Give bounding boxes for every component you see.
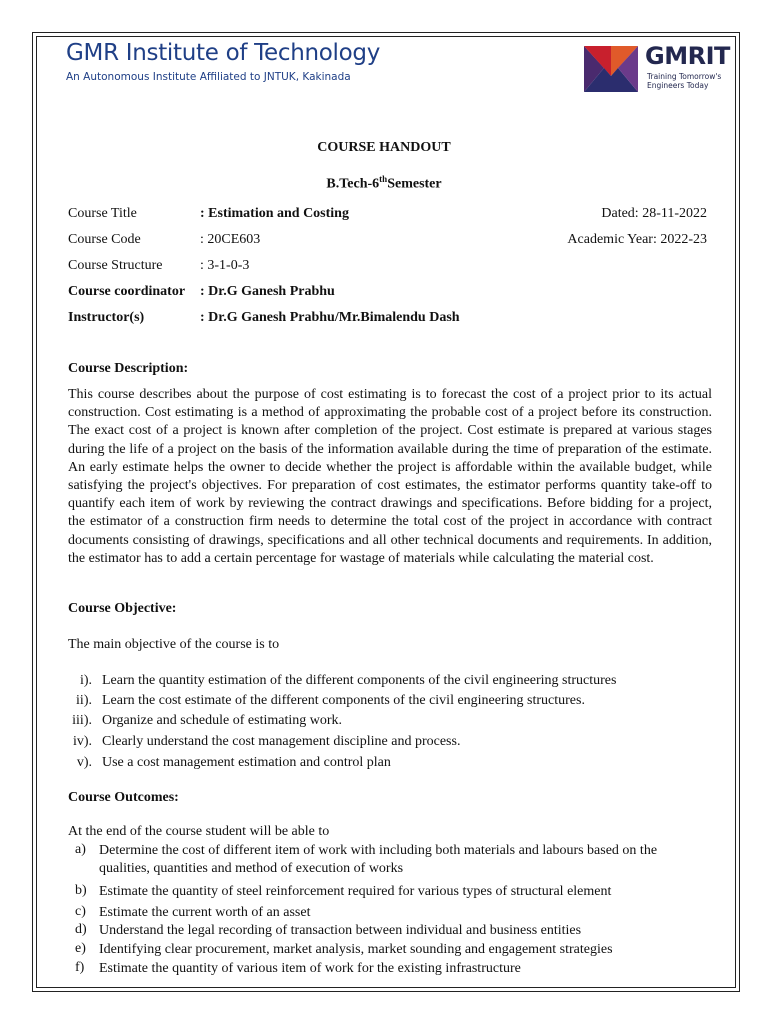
outcome-item-number: f) xyxy=(75,960,85,975)
objective-item-number: ii). xyxy=(76,693,92,708)
institute-name: GMR Institute of Technology xyxy=(66,40,381,66)
logo-tagline-line-2: Engineers Today xyxy=(647,81,709,90)
outcome-item-number: a) xyxy=(75,842,86,857)
objective-item-text: Clearly understand the cost management discipline and process. xyxy=(102,734,461,749)
objective-item-text: Use a cost management estimation and control plan xyxy=(102,755,391,770)
outcome-item-text: Estimate the current worth of an asset xyxy=(99,905,311,920)
instructor-value: : Dr.G Ganesh Prabhu/Mr.Bimalendu Dash xyxy=(200,310,460,325)
semester-prefix: B.Tech-6 xyxy=(326,176,380,192)
institute-subtitle: An Autonomous Institute Affiliated to JNTUK, Kakinada xyxy=(66,71,351,83)
objective-item-text: Learn the quantity estimation of the different components of the civil engineering structures xyxy=(102,673,617,688)
outcomes-intro: At the end of the course student will be able to xyxy=(68,824,330,839)
document-title: COURSE HANDOUT xyxy=(317,140,451,155)
outcome-item-text: Identifying clear procurement, market analysis, market sounding and engagement strategies xyxy=(99,942,613,957)
semester-suffix: Semester xyxy=(387,176,442,192)
course-structure-label: Course Structure xyxy=(68,258,163,273)
semester-heading xyxy=(0,174,768,193)
outcome-item-text: Estimate the quantity of various item of work for the existing infrastructure xyxy=(99,961,521,976)
outcome-item-number: c) xyxy=(75,904,86,919)
objective-item-number: iv). xyxy=(72,734,92,749)
coordinator-value: : Dr.G Ganesh Prabhu xyxy=(200,284,335,299)
objective-heading: Course Objective: xyxy=(68,601,177,616)
logo-tagline-line-1: Training Tomorrow's xyxy=(647,72,722,81)
course-title-value: : Estimation and Costing xyxy=(200,206,349,221)
objective-item-number: iii). xyxy=(72,713,92,728)
dated: Dated: 28-11-2022 xyxy=(601,206,707,221)
objective-intro: The main objective of the course is to xyxy=(68,637,280,652)
outcome-item-number: d) xyxy=(75,922,87,937)
outcome-item-number: b) xyxy=(75,883,87,898)
objective-item-text: Organize and schedule of estimating work. xyxy=(102,713,343,728)
outcome-item-text: Determine the cost of different item of work with including both materials and labours based on the qualities, quantities and method of execution of works xyxy=(99,843,658,876)
objective-item-text: Learn the cost estimate of the different components of the civil engineering structures. xyxy=(102,693,585,708)
coordinator-label: Course coordinator xyxy=(68,284,186,299)
course-code-value: : 20CE603 xyxy=(200,232,261,247)
description-text: This course describes about the purpose of cost estimating is to forecast the cost of a project prior to its actual construction. Cost estimating is a method of approximating the probable cost of a project before its construction. The exact cost of a project is known after completion of the project. Cost estimate is prepared at various stages during the life of a project on the basis of the information available during the time of preparation of the estimate. An early estimate helps the owner to decide whether the project is affordable within the available budget, while satisfying the project's objectives. For preparation of cost estimates, the estimator performs quantity take-off to quantify each item of work by reviewing the contract drawings and specifications. Before bidding for a project, the estimator of a construction firm needs to determine the total cost of the project in accordance with contract documents consisting of drawings, specifications and all other technical documents and requirements. In addition, the estimator has to add a certain percentage for wastage of materials while calculating the material cost. xyxy=(68,387,712,566)
logo-text: GMRIT xyxy=(645,42,730,70)
logo-tagline xyxy=(647,72,721,90)
academic-year: Academic Year: 2022-23 xyxy=(567,232,707,247)
gmrit-logo-icon xyxy=(584,46,638,92)
semester-sup: th xyxy=(379,174,388,184)
description-heading: Course Description: xyxy=(68,361,189,376)
outcome-item-text: Estimate the quantity of steel reinforcement required for various types of structural element xyxy=(99,884,612,899)
course-code-label: Course Code xyxy=(68,232,141,247)
course-structure-value: : 3-1-0-3 xyxy=(200,258,250,273)
objective-item-number: v). xyxy=(76,755,92,770)
outcome-item-number: e) xyxy=(75,941,86,956)
outcomes-heading: Course Outcomes: xyxy=(68,790,179,805)
objective-item-number: i). xyxy=(79,673,92,688)
course-title-label: Course Title xyxy=(68,206,137,221)
outcome-item-text: Understand the legal recording of transaction between individual and business entities xyxy=(99,923,582,938)
instructor-label: Instructor(s) xyxy=(68,310,145,325)
